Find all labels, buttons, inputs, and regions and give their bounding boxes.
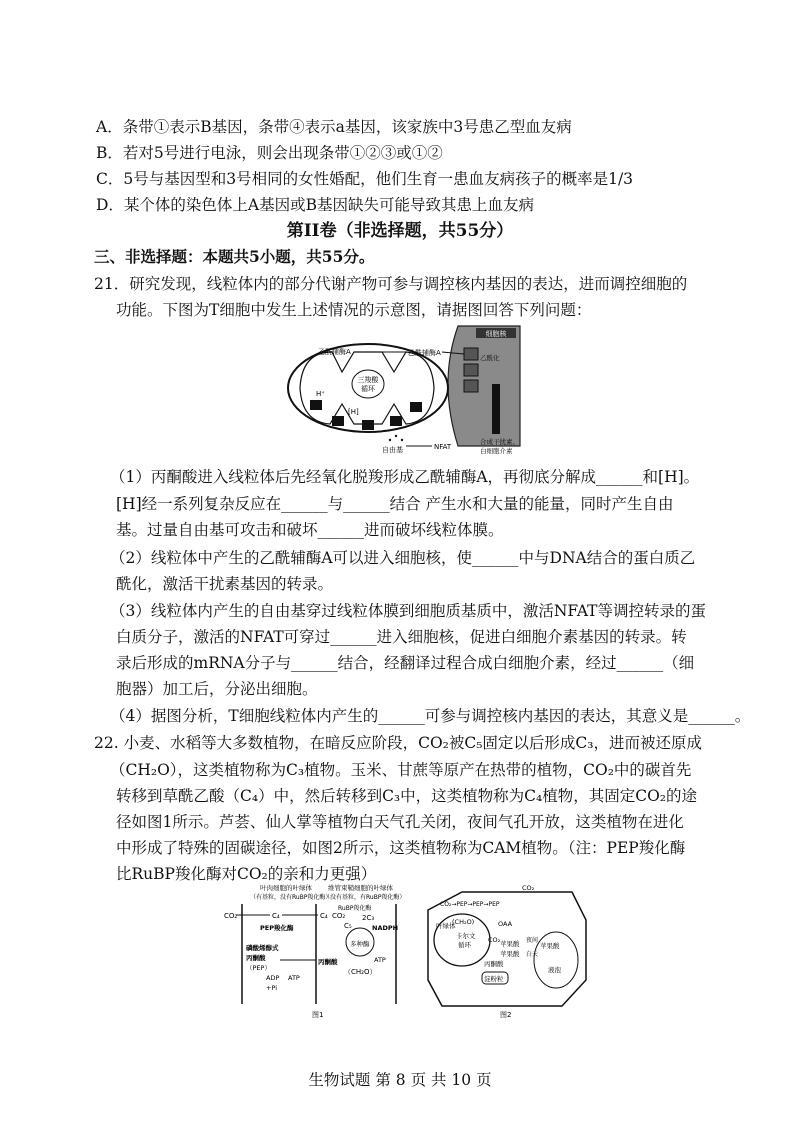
q21-part3-line4: 胞器）加工后，分泌出细胞。 — [116, 680, 318, 698]
fig2-starch: 淀粉粒 — [484, 975, 504, 983]
fig1-atp-right: ATP — [374, 956, 386, 964]
q21-figure — [282, 322, 522, 456]
q21-stem-1: 21．研究发现，线粒体内的部分代谢产物可参与调控核内基因的表达，进而调控细胞的 — [94, 275, 688, 293]
fig1-pep-3: （PEP） — [246, 964, 271, 972]
tca-label-2: 循环 — [361, 385, 375, 393]
q21-part3-line2: 白质分子，激活的NFAT可穿过______进入细胞核，促进白细胞介素基因的转录。转 — [116, 628, 687, 646]
product-label-2: 白细胞介素 — [480, 447, 513, 455]
fig2-chloroplast-label: 叶绿体 — [436, 922, 456, 930]
option-a: A．条带①表示B基因，条带④表示a基因，该家族中3号患乙型血友病 — [96, 118, 572, 136]
fig2-night: 夜间 — [526, 937, 539, 944]
q22-line1: 22. 小麦、水稻等大多数植物，在暗反应阶段，CO₂被C₅固定以后形成C₃，进而被还原成 — [94, 734, 703, 752]
q21-part3-line3: 录后形成的mRNA分子与______结合，经翻译过程合成白细胞介素，经过______（细 — [116, 654, 695, 672]
dot-2 — [395, 435, 397, 437]
acetyl-coa-label-2: 乙酰辅酶A — [408, 349, 441, 357]
figure-1 — [220, 880, 420, 1020]
q21-part2-line2: 酰化，激活干扰素基因的转录。 — [116, 575, 334, 593]
complex-4 — [390, 416, 402, 426]
fig1-co2-right: CO₂ — [332, 912, 346, 920]
fig1-bundle-note: （没有基粒，有RuBP羧化酶） — [324, 894, 406, 901]
q21-part1-line2: [H]经一系列复杂反应在______与______结合 产生水和大量的能量，同时产生自由 — [116, 495, 674, 513]
tca-cycle — [352, 370, 384, 398]
fig2-co2-top: CO₂ — [522, 884, 535, 892]
fig1-mesophyll-note: （有基粒，没有RuBP羧化酶） — [250, 894, 332, 901]
q22-line2: （CH₂O），这类植物称为C₃植物。玉米、甘蔗等原产在热带的植物，CO₂中的碳首先 — [110, 761, 692, 779]
free-radical-label: 自由基 — [382, 446, 403, 454]
fig1-bundle-label: 维管束鞘细胞的叶绿体 — [328, 884, 393, 892]
page-footer: 生物试题 第 8 页 共 10 页 — [308, 1071, 492, 1089]
fig2-calvin-2: 循环 — [458, 941, 471, 949]
option-b: B．若对5号进行电泳，则会出现条带①②③或①② — [96, 144, 443, 162]
dot-1 — [389, 439, 391, 441]
fig1-c4-left: C₄ — [272, 912, 280, 920]
fig1-atp-left: ATP — [288, 974, 300, 982]
fig1-rubp-enzyme: RuBP羧化酶 — [338, 905, 372, 912]
q21-stem-2: 功能。下图为T细胞中发生上述情况的示意图，请据图回答下列问题： — [116, 301, 592, 319]
dot-3 — [401, 439, 403, 441]
gene-bar — [492, 384, 500, 434]
fig2-oaa: OAA — [498, 920, 513, 928]
fig2-vacuole-label: 液泡 — [548, 966, 561, 974]
fig2-vacuole — [534, 932, 578, 988]
fig1-pi: +Pi — [266, 984, 278, 992]
q22-line6: 比RuBP羧化酶对CO₂的亲和力更强） — [116, 865, 377, 883]
tca-label-1: 三羧酸 — [357, 376, 379, 384]
fig1-caption: 图1 — [312, 1011, 324, 1019]
fig1-mesophyll-label: 叶肉细胞的叶绿体 — [260, 884, 312, 892]
q21-part4-line1: （4）据图分析，T细胞线粒体内产生的______可参与调控核内基因的表达，其意义是______。 — [110, 707, 751, 725]
fig1-c4-right: C₄ — [320, 912, 328, 920]
fig1-ch2o: （CH₂O） — [344, 968, 377, 976]
fig1-c5: C₅ — [344, 922, 352, 930]
fig1-enzymes: 多种酶 — [350, 940, 370, 948]
chromatin-1 — [464, 348, 478, 360]
fig1-co2-left: CO₂ — [224, 912, 238, 920]
q21-part3-line1: （3）线粒体内产生的自由基穿过线粒体膜到细胞质基质中，激活NFAT等调控转录的蛋 — [110, 602, 707, 620]
fig2-ch2o: (CH₂O) — [452, 918, 475, 926]
section-title: 第II卷（非选择题，共55分） — [286, 221, 514, 241]
fig2-calvin-1: 卡尔文 — [456, 932, 476, 940]
q22-line4: 径如图1所示。芦荟、仙人掌等植物白天气孔关闭，夜间气孔开放，这类植物在进化 — [116, 813, 684, 831]
section-intro: 三、非选择题：本题共5小题，共55分。 — [94, 247, 375, 266]
fig1-adp: ADP — [266, 974, 280, 982]
nucleus-region — [448, 326, 520, 446]
fig2-day: 白天 — [526, 951, 539, 958]
complex-2 — [332, 416, 344, 426]
q22-line3: 转移到草酰乙酸（C₄）中，然后转移到C₃中，这类植物称为C₄植物，其固定CO₂的途 — [116, 787, 698, 805]
h-plus-label: H⁺ — [316, 390, 325, 398]
chromatin-2 — [464, 364, 478, 376]
acetyl-coa-label-1: 乙酰辅酶A — [318, 348, 351, 356]
chromatin-3 — [464, 380, 478, 392]
figure-2 — [422, 880, 592, 1020]
option-d: D．某个体的染色体上A基因或B基因缺失可能导致其患上血友病 — [96, 196, 535, 214]
h-label: [H] — [348, 408, 359, 416]
q21-part1-line1: （1）丙酮酸进入线粒体后先经氧化脱羧形成乙酰辅酶A，再彻底分解成______和[H]。 — [110, 468, 700, 486]
fig2-caption: 图2 — [500, 1011, 512, 1019]
option-c: C．5号与基因型和3号相同的女性婚配，他们生育一患血友病孩子的概率是1/3 — [96, 170, 634, 188]
fig2-co2-inner: CO₂ — [488, 936, 501, 944]
nucleus-label: 细胞核 — [485, 330, 507, 338]
fig2-pyruvate: 丙酮酸 — [484, 960, 504, 968]
q21-part1-line3: 基。过量自由基可攻击和破坏______进而破坏线粒体膜。 — [116, 521, 504, 539]
fig1-nadph: NADPH — [372, 924, 399, 932]
acetylation-label: 乙酰化 — [480, 354, 500, 362]
fig1-pep-enzyme: PEP羧化酶 — [260, 924, 294, 932]
fig2-malate-vacuole: 苹果酸 — [540, 942, 560, 950]
q22-line5: 中形成了特殊的固碳途径，如图2所示，这类植物称为CAM植物。（注：PEP羧化酶 — [116, 839, 686, 857]
nfat-label: NFAT — [434, 443, 452, 451]
fig2-cell-wall — [428, 892, 586, 1006]
fig1-pep-1: 磷酸烯醇式 — [246, 944, 279, 952]
complex-1 — [310, 400, 322, 410]
fig1-pep-2: 丙酮酸 — [246, 954, 266, 962]
fig2-chain: CO₂→PEP→PEP→PEP — [440, 901, 500, 908]
fig2-malate-1: 苹果酸 — [500, 940, 520, 948]
product-label-1: 合成干扰素、 — [480, 438, 519, 446]
fig1-pyruvate: 丙酮酸 — [318, 958, 338, 966]
fig2-malate-2: 苹果酸 — [500, 950, 520, 958]
complex-5 — [410, 402, 422, 412]
q21-part2-line1: （2）线粒体中产生的乙酰辅酶A可以进入细胞核，使______中与DNA结合的蛋白质乙 — [110, 549, 696, 567]
complex-3 — [362, 420, 374, 430]
fig1-c3: 2C₃ — [362, 914, 375, 922]
